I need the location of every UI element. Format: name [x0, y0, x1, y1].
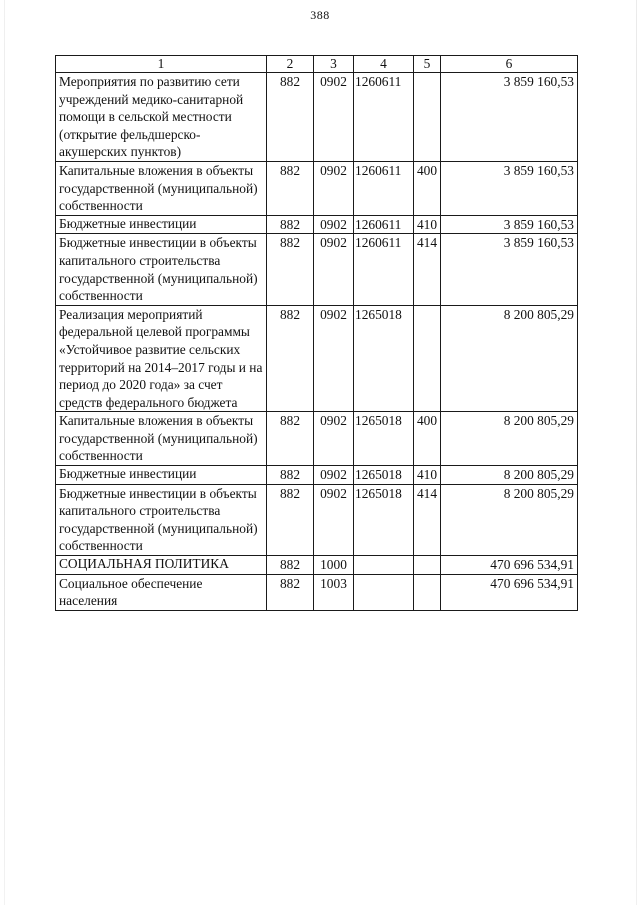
row-vr: [414, 73, 441, 162]
table-row: [56, 466, 578, 485]
column-header-4: 4: [354, 56, 414, 73]
row-ved: 882: [267, 484, 314, 555]
row-section: 0902: [314, 215, 354, 234]
column-header-3: 3: [314, 56, 354, 73]
header-row: [56, 56, 578, 73]
row-vr: [414, 574, 441, 610]
row-amount: 8 200 805,29: [441, 412, 578, 466]
column-header-6: 6: [441, 56, 578, 73]
row-section: 0902: [314, 161, 354, 215]
row-section: 0902: [314, 484, 354, 555]
row-vr: [414, 556, 441, 575]
row-name: Бюджетные инвестиции: [56, 215, 267, 234]
row-amount: 3 859 160,53: [441, 215, 578, 234]
row-vr: 400: [414, 161, 441, 215]
table-row: [56, 161, 578, 215]
row-amount: 3 859 160,53: [441, 73, 578, 162]
row-section: 0902: [314, 466, 354, 485]
row-amount: 3 859 160,53: [441, 234, 578, 305]
row-amount: 3 859 160,53: [441, 161, 578, 215]
row-ved: 882: [267, 412, 314, 466]
row-vr: 400: [414, 412, 441, 466]
table-row: [56, 73, 578, 162]
table-row: [56, 412, 578, 466]
row-ved: 882: [267, 161, 314, 215]
row-section: 0902: [314, 234, 354, 305]
row-section: 0902: [314, 73, 354, 162]
row-vr: 414: [414, 234, 441, 305]
row-name: Капитальные вложения в объекты государственной (муниципальной) собственности: [56, 161, 267, 215]
row-amount: 8 200 805,29: [441, 484, 578, 555]
table-row: [56, 305, 578, 412]
column-header-5: 5: [414, 56, 441, 73]
row-csr: 1260611: [354, 234, 414, 305]
row-name: Бюджетные инвестиции в объекты капитального строительства государственной (муниципальной) собственности: [56, 234, 267, 305]
row-vr: [414, 305, 441, 412]
row-csr: [354, 556, 414, 575]
row-name: СОЦИАЛЬНАЯ ПОЛИТИКА: [56, 556, 267, 575]
row-ved: 882: [267, 574, 314, 610]
row-ved: 882: [267, 73, 314, 162]
row-csr: 1265018: [354, 412, 414, 466]
row-csr: 1260611: [354, 73, 414, 162]
row-ved: 882: [267, 234, 314, 305]
row-name: Реализация мероприятий федеральной целевой программы «Устойчивое развитие сельских территорий на 2014–2017 годы и на период до 2020 года» за счет средств федерального бюджета: [56, 305, 267, 412]
row-csr: 1260611: [354, 215, 414, 234]
row-amount: 8 200 805,29: [441, 305, 578, 412]
row-ved: 882: [267, 556, 314, 575]
scan-edge-right: [636, 0, 637, 905]
row-section: 1003: [314, 574, 354, 610]
row-csr: 1265018: [354, 466, 414, 485]
row-name: Бюджетные инвестиции: [56, 466, 267, 485]
budget-table: [55, 55, 578, 611]
row-name: Мероприятия по развитию сети учреждений медико-санитарной помощи в сельской местности (открытие фельдшерско-акушерских пунктов): [56, 73, 267, 162]
row-name: Бюджетные инвестиции в объекты капитального строительства государственной (муниципальной) собственности: [56, 484, 267, 555]
row-name: Социальное обеспечение населения: [56, 574, 267, 610]
table-row: [56, 484, 578, 555]
row-vr: 410: [414, 466, 441, 485]
table-row: [56, 215, 578, 234]
row-csr: 1265018: [354, 305, 414, 412]
row-vr: 414: [414, 484, 441, 555]
row-csr: [354, 574, 414, 610]
table-row: [56, 234, 578, 305]
row-section: 0902: [314, 412, 354, 466]
table-row: [56, 574, 578, 610]
table-row: [56, 556, 578, 575]
column-header-1: 1: [56, 56, 267, 73]
column-header-2: 2: [267, 56, 314, 73]
row-ved: 882: [267, 466, 314, 485]
row-csr: 1265018: [354, 484, 414, 555]
row-section: 0902: [314, 305, 354, 412]
row-ved: 882: [267, 215, 314, 234]
scan-edge-left: [4, 0, 5, 905]
row-name: Капитальные вложения в объекты государственной (муниципальной) собственности: [56, 412, 267, 466]
row-amount: 470 696 534,91: [441, 556, 578, 575]
row-amount: 8 200 805,29: [441, 466, 578, 485]
page-number: 388: [310, 8, 330, 22]
row-vr: 410: [414, 215, 441, 234]
row-amount: 470 696 534,91: [441, 574, 578, 610]
row-ved: 882: [267, 305, 314, 412]
row-csr: 1260611: [354, 161, 414, 215]
row-section: 1000: [314, 556, 354, 575]
